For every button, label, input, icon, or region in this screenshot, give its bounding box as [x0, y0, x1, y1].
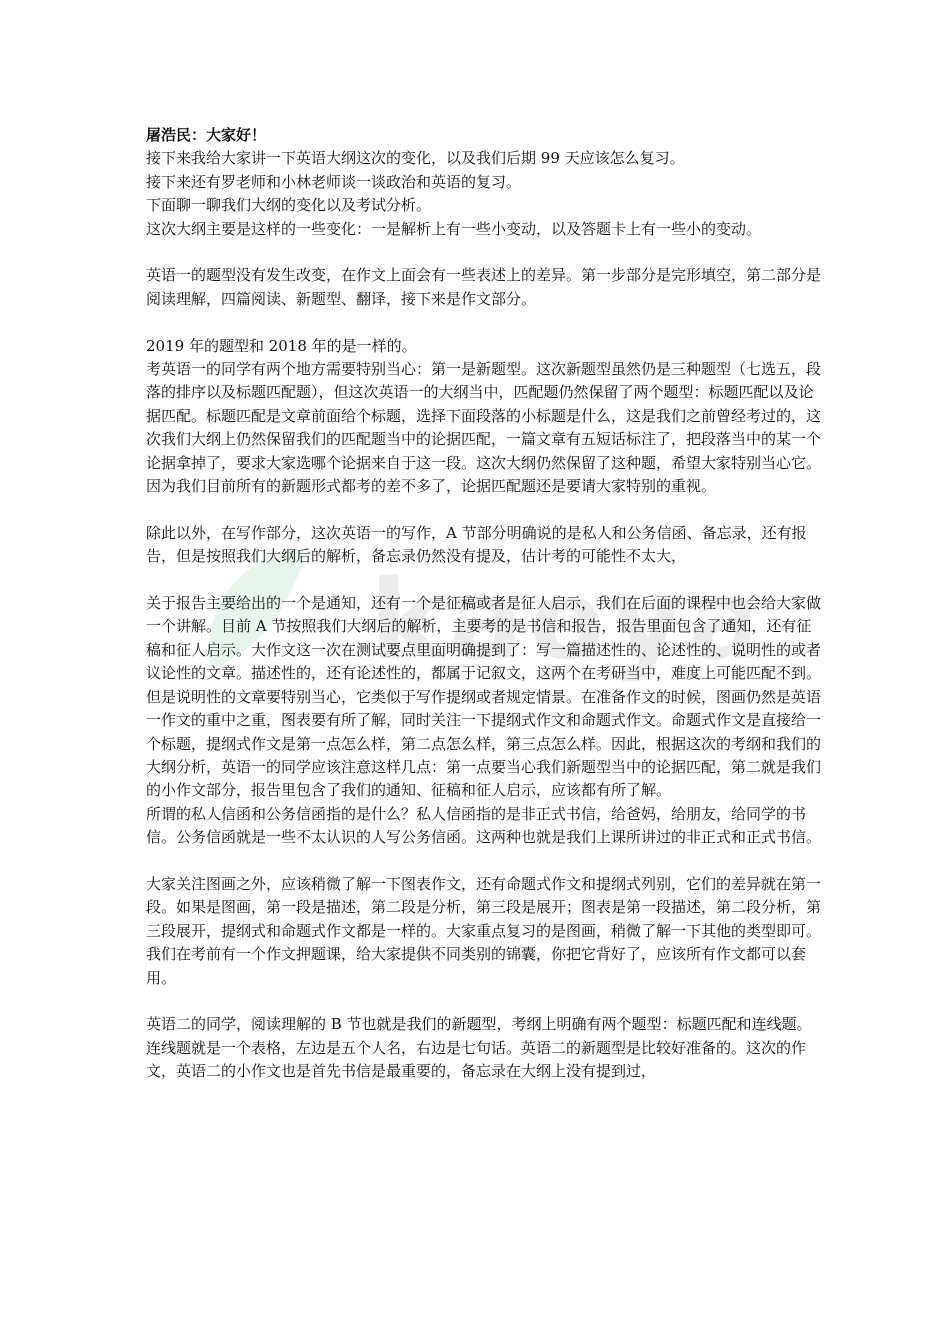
paragraph: 除此以外，在写作部分，这次英语一的写作，A 节部分明确说的是私人和公务信函、备忘录，还有报告，但是按照我们大纲后的解析，备忘录仍然没有提及，估计考的可能性不太大， — [146, 523, 807, 566]
paragraph-spacer — [146, 498, 822, 521]
document-body — [146, 124, 822, 1084]
paragraph: 所谓的私人信函和公务信函指的是什么？私人信函指的是非正式书信，给爸妈，给朋友，给同学的书信。公务信函就是一些不太认识的人写公务信函。这两种也就是我们上课所讲过的非正式和正式书信。 — [146, 804, 822, 847]
paragraph: 关于报告主要给出的一个是通知，还有一个是征稿或者是征人启示，我们在后面的课程中也会给大家做一个讲解。目前 A 节按照我们大纲后的解析，主要考的是书信和报告，报告里面包含了通知，还有征稿和征人启示。大作文这一次在测试要点里面明确提到了：写一篇描述性的、论述性的、说明性的或者议论性的文章。描述性的，还有论述性的，都属于记叙文，这两个在考研当中，难度上可能匹配不到。但是说明性的文章要特别当心，它类似于写作提纲或者规定情景。在准备作文的时候，图画仍然是英语一作文的重中之重，图表要有所了解，同时关注一下提纲式作文和命题式作文。命题式作文是直接给一个标题，提纲式作文是第一点怎么样，第二点怎么样，第三点怎么样。因此，根据这次的考纲和我们的大纲分析，英语一的同学应该注意这样几点：第一点要当心我们新题型当中的论据匹配，第二就是我们的小作文部分，报告里包含了我们的通知、征稿和征人启示，应该都有所了解。 — [146, 594, 822, 800]
intro-line: 下面聊一聊我们大纲的变化以及考试分析。 — [146, 196, 432, 215]
paragraph-spacer — [146, 990, 822, 1013]
paragraph: 考英语一的同学有两个地方需要特别当心：第一是新题型。这次新题型虽然仍是三种题型（七选五，段落的排序以及标题匹配题），但这次英语一的大纲当中，匹配题仍然保留了两个题型：标题匹配以及论据匹配。标题匹配是文章前面给个标题，选择下面段落的小标题是什么，这是我们之前曾经考过的，这次我们大纲上仍然保留我们的匹配题当中的论据匹配，一篇文章有五短话标注了，把段落当中的某一个论据拿掉了，要求大家选哪个论据来自于这一段。这次大纲仍然保留了这种题，希望大家特别当心它。因为我们目前所有的新题形式都考的差不多了，论据匹配题还是要请大家特别的重视。 — [146, 360, 822, 496]
document-title: 屠浩民：大家好！ — [146, 126, 267, 144]
intro-line: 接下来我给大家讲一下英语大纲这次的变化，以及我们后期 99 天应该怎么复习。 — [146, 149, 685, 168]
paragraph: 大家关注图画之外，应该稍微了解一下图表作文，还有命题式作文和提纲式列别，它们的差异就在第一段。如果是图画，第一段是描述，第二段是分析，第三段是展开；图表是第一段描述，第二段分析，第三段展开，提纲式和命题式作文都是一样的。大家重点复习的是图画，稍微了解一下其他的类型即可。我们在考前有一个作文押题课，给大家提供不同类别的锦囊，你把它背好了，应该所有作文都可以套用。 — [146, 874, 822, 987]
paragraph-spacer — [146, 850, 822, 873]
watermark-text: kaoya — [370, 556, 750, 684]
paragraph-spacer — [146, 311, 822, 334]
paragraph: 英语二的同学，阅读理解的 B 节也就是我们的新题型，考纲上明确有两个题型：标题匹配和连线题。连线题就是一个表格，左边是五个人名，右边是七句话。英语二的新题型是比较好准备的。这次的作文，英语二的小作文也是首先书信是最重要的，备忘录在大纲上没有提到过， — [146, 1015, 812, 1081]
paragraph-spacer — [146, 241, 822, 264]
intro-line: 这次大纲主要是这样的一些变化：一是解析上有一些小变动，以及答题卡上有一些小的变动。 — [146, 219, 762, 238]
paragraph: 英语一的题型没有发生改变，在作文上面会有一些表述上的差异。第一步部分是完形填空，第二部分是阅读理解，四篇阅读、新题型、翻译，接下来是作文部分。 — [146, 266, 822, 308]
paragraph: 2019 年的题型和 2018 年的是一样的。 — [146, 336, 417, 355]
paragraph-spacer — [146, 569, 822, 592]
intro-line: 接下来还有罗老师和小林老师谈一谈政治和英语的复习。 — [146, 172, 522, 191]
